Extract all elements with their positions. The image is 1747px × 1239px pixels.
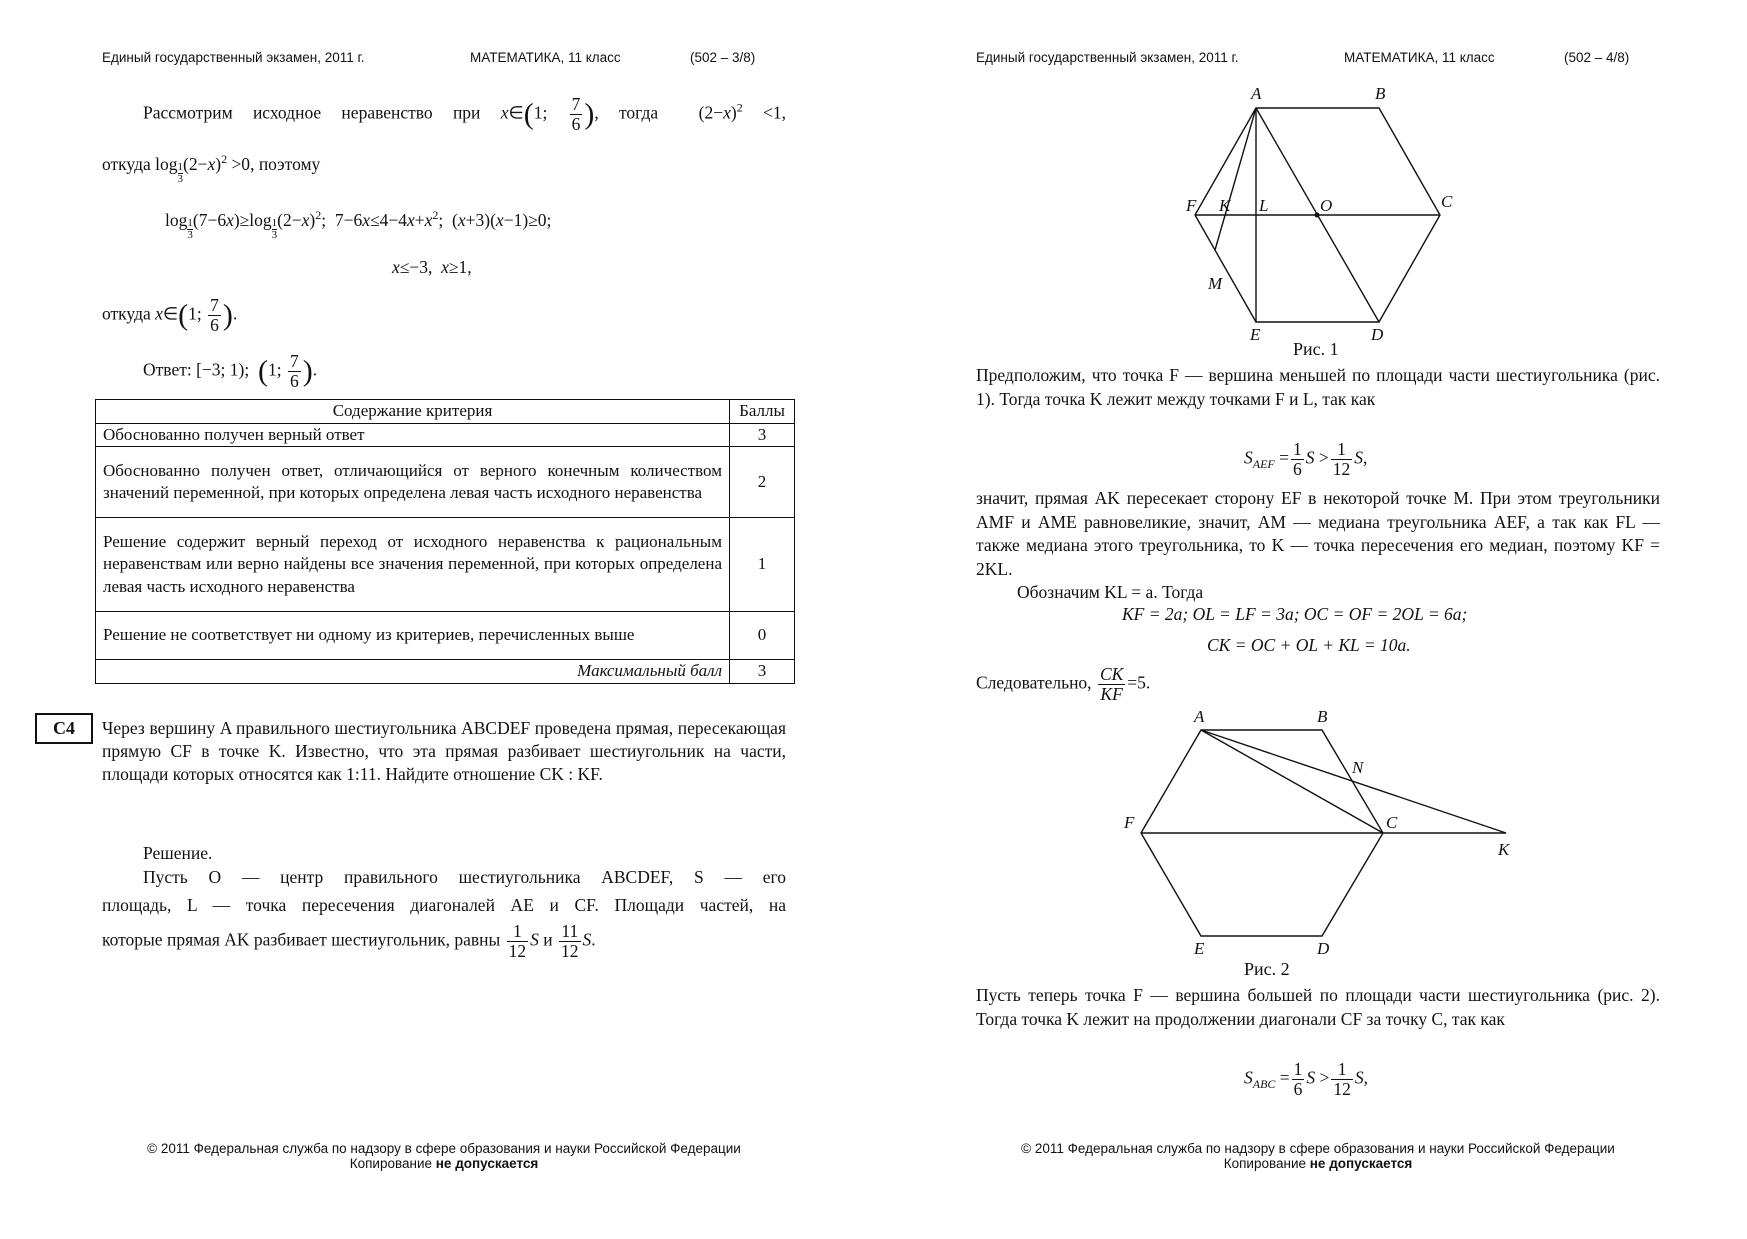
figure-1-hexagon [1174, 78, 1453, 348]
label: B [1375, 84, 1386, 103]
header-code: (502 – 3/8) [690, 50, 756, 65]
line-am [1215, 108, 1256, 250]
label: K [1498, 840, 1510, 859]
label: N [1352, 758, 1364, 777]
left-page [0, 0, 873, 1239]
label: O [1320, 196, 1333, 215]
label: D [1371, 325, 1384, 344]
label: A [1251, 84, 1262, 103]
table-header-row [96, 400, 795, 424]
criterion-points: 0 [730, 612, 795, 660]
max-score-label: Максимальный балл [96, 660, 730, 684]
fraction-7-6: $\frac{7}{6}$ [571, 94, 581, 134]
ratio-result: Следовательно, $\frac{CK}{KF}$ =5. [976, 664, 1151, 704]
criterion-text: Обоснованно получен верный ответ [96, 423, 730, 447]
paragraph-from-log: откуда log $\frac{1}{3}$ $(2-x)^2 >0$, поэтому [102, 152, 321, 185]
formula-segments: KF = 2a; OL = LF = 3a; OC = OF = 2OL = 6a; [1122, 604, 1468, 624]
solution-line-1: Пусть O — центр правильного шестиугольника ABCDEF, S — его [143, 867, 786, 887]
header-exam: Единый государственный экзамен, 2011 г. [976, 50, 1239, 65]
formula-solution-set: x≤−3, x≥1, [392, 257, 472, 277]
label: C [1386, 813, 1398, 832]
table-row [96, 518, 795, 612]
line-ak [1201, 730, 1506, 833]
label: A [1194, 707, 1205, 726]
table-header-criterion: Содержание критерия [96, 400, 730, 424]
denote-line: Обозначим KL = a. Тогда [1017, 582, 1204, 602]
paragraph-suppose-smaller: Предположим, что точка F — вершина меньшей по площади части шестиугольника (рис. 1). Тогда точка K лежит между точками F и L, так как [976, 365, 1660, 409]
label: M [1208, 274, 1223, 293]
formula-area-abc: $S_{ABC}$ = $\frac{1}{6}$ S > $\frac{1}{12}$ S, [1244, 1059, 1369, 1099]
criterion-points: 3 [730, 423, 795, 447]
criteria-table [95, 399, 795, 684]
header-subject: МАТЕМАТИКА, 11 класс [470, 50, 621, 65]
criterion-points: 2 [730, 447, 795, 518]
task-number-badge: C4 [35, 713, 93, 744]
header-exam: Единый государственный экзамен, 2011 г. [102, 50, 365, 65]
paragraph-suppose-larger: Пусть теперь точка F — вершина большей по площади части шестиугольника (рис. 2). Тогда точка K лежит на продолжении диагонали CF за точку C, так как [976, 985, 1660, 1029]
footer-copyright: © 2011 Федеральная служба по надзору в сфере образования и науки Российской Федерации [147, 1141, 741, 1156]
figure-2-caption: Рис. 2 [1244, 959, 1290, 979]
solution-line-2: площадь, L — точка пересечения диагоналей AE и CF. Площади частей, на [102, 895, 786, 915]
figure-1-caption: Рис. 1 [1293, 339, 1339, 359]
figure-2-hexagon [1114, 700, 1510, 960]
label: D [1317, 939, 1330, 958]
right-page [874, 0, 1747, 1239]
criterion-text: Решение содержит верный переход от исходного неравенства к рациональным неравенствам или верно найдены все значения переменной, при которых определена левая часть исходного неравенства [96, 518, 730, 612]
label: E [1194, 939, 1205, 958]
paragraph-median: значит, прямая AK пересекает сторону EF в некоторой точке M. При этом треугольники AMF и AME равновеликие, значит, AM — медиана треугольника AEF, а так как FL — также медиана этого треугольника, то K — точка пересечения его медиан, поэтому KF = 2KL. [976, 488, 1660, 579]
solution-line-3: которые прямая AK разбивает шестиугольник, равны $\frac{1}{12}$ S и $\frac{11}{12}$ S. [102, 921, 596, 961]
formula-ck: CK = OC + OL + KL = 10a. [1207, 635, 1411, 655]
label: E [1250, 325, 1261, 344]
footer-copy-note: Копирование не допускается [1223, 1156, 1413, 1171]
label: K [1219, 196, 1231, 215]
diagonal-ac [1201, 730, 1383, 833]
paragraph-from-x: откуда x∈(1; $\frac{7}{6}$ ). [102, 295, 238, 335]
table-header-points: Баллы [730, 400, 795, 424]
footer-copyright: © 2011 Федеральная служба по надзору в сфере образования и науки Российской Федерации [1021, 1141, 1615, 1156]
header-code: (502 – 4/8) [1564, 50, 1630, 65]
formula-log-inequality: log $\frac{1}{3}$ (7−6x)≥log $\frac{1}{3}$ $(2-x)^2$; $7-6x\le 4-4x+x^2$; (x+3)(x−1)≥0; [165, 208, 552, 241]
label: B [1317, 707, 1328, 726]
label: F [1186, 196, 1197, 215]
label: L [1259, 196, 1269, 215]
footer [976, 1141, 1660, 1171]
solution-title: Решение. [143, 843, 213, 863]
criterion-text: Обоснованно получен ответ, отличающийся от верного конечным количеством значений переменной, при которых определена левая часть исходного неравенства [96, 447, 730, 518]
criterion-points: 1 [730, 518, 795, 612]
label: C [1441, 192, 1453, 211]
table-row [96, 612, 795, 660]
formula-area-aef: $S_{AEF}$ = $\frac{1}{6}$ S > $\frac{1}{12}$ S, [1244, 439, 1368, 479]
answer-line: Ответ: [−3; 1); (1; $\frac{7}{6}$ ). [143, 351, 318, 391]
center-point-o [1315, 213, 1320, 218]
paragraph-consider: Рассмотрим исходное неравенство при x∈(1; $\frac{7}{6}$ ), тогда $(2-x)^2 <1$, [143, 94, 786, 134]
criterion-text: Решение не соответствует ни одному из критериев, перечисленных выше [96, 612, 730, 660]
footer-copy-note: Копирование не допускается [349, 1156, 539, 1171]
table-row [96, 447, 795, 518]
table-max-row [96, 660, 795, 684]
header-subject: МАТЕМАТИКА, 11 класс [1344, 50, 1495, 65]
table-row [96, 423, 795, 447]
c4-problem-text: Через вершину A правильного шестиугольника ABCDEF проведена прямая, пересекающая прямую CF в точке K. Известно, что эта прямая разбивает шестиугольник на части, площади которых относятся как 1:11. Найдите отношение CK : KF. [102, 718, 786, 784]
label: F [1124, 813, 1135, 832]
footer [102, 1141, 786, 1171]
max-score-points: 3 [730, 660, 795, 684]
